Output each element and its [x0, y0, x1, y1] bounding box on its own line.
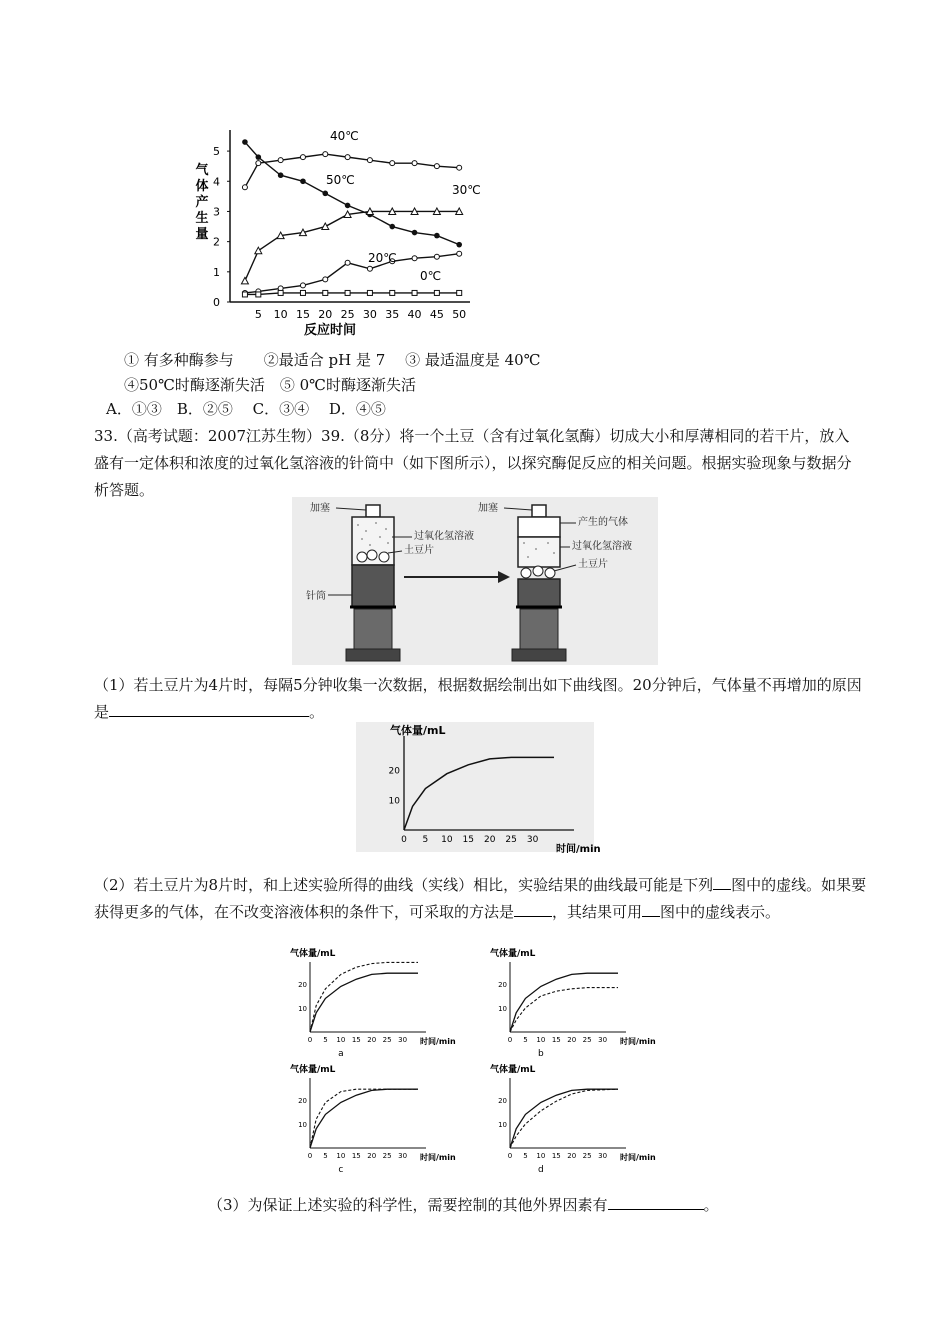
data-point	[300, 155, 305, 160]
x-tick-label: 40	[407, 308, 422, 321]
y-tick-label: 0	[213, 296, 220, 309]
series-label: 40℃	[330, 129, 359, 143]
x-tick-label: 0	[507, 1036, 513, 1044]
data-point	[434, 233, 440, 239]
series-label: 50℃	[326, 173, 355, 187]
svg-text:气体产生量: 气体产生量	[195, 163, 209, 242]
data-point	[345, 290, 350, 295]
data-point	[434, 164, 439, 169]
data-point	[345, 203, 351, 209]
options-line-1: ① 有多种酶参与 ②最适合 pH 是 7 ③ 最适温度是 40℃	[124, 351, 541, 369]
x-tick-label: 30	[598, 1152, 608, 1160]
x-tick-label: 20	[367, 1152, 377, 1160]
question-3-text: （3）为保证上述实验的科学性，需要控制的其他外界因素有 。	[208, 1196, 719, 1214]
answer-blank-2b[interactable]	[514, 902, 552, 917]
x-tick-label: 10	[536, 1036, 546, 1044]
x-axis-label: 时间/min	[420, 1153, 456, 1162]
y-tick-label: 10	[498, 1121, 507, 1129]
y-axis-label: 气体量/mL	[490, 1065, 536, 1075]
data-point	[457, 165, 462, 170]
data-point	[242, 185, 247, 190]
x-tick-label: 25	[582, 1152, 592, 1160]
series-2	[241, 183, 480, 284]
data-point	[412, 230, 418, 236]
x-tick-label: 20	[483, 835, 496, 845]
x-tick-label: 5	[523, 1152, 528, 1160]
answer-blank-1[interactable]	[109, 702, 309, 717]
x-tick-label: 5	[254, 308, 262, 321]
label-left-stopper: 加塞	[310, 503, 330, 514]
data-point	[278, 158, 283, 163]
y-tick-label: 20	[388, 766, 400, 777]
label-right-gas: 产生的气体	[578, 517, 628, 528]
question-2-text: （2）若土豆片为8片时，和上述实验所得的曲线（实线）相比，实验结果的曲线最可能是下列 图中的虚线。如果要获得更多的气体，在不改变溶液体积的条件下，可采取的方法是 ，其结果可用 图中的虚线表示。	[94, 876, 867, 921]
data-point	[345, 155, 350, 160]
y-tick-label: 1	[213, 265, 220, 279]
y-axis-label: 气体量/mL	[490, 949, 536, 959]
y-axis-label: 气体量/mL	[390, 724, 446, 737]
y-tick-label: 2	[213, 235, 220, 249]
x-tick-label: 30	[526, 835, 539, 845]
x-tick-label: 30	[362, 308, 377, 321]
data-point	[242, 139, 248, 145]
x-tick-label: 0	[307, 1036, 313, 1044]
data-point	[278, 290, 283, 295]
y-axis-label: 气体量/mL	[290, 1065, 336, 1075]
x-tick-label: 0	[401, 835, 407, 845]
x-tick-label: 10	[273, 308, 288, 321]
y-tick-label: 20	[498, 1097, 507, 1105]
question-33-text: 33.（高考试题：2007江苏生物）39.（8分）将一个土豆（含有过氧化氢酶）切成大小和厚薄相同的若干片，放入盛有一定体积和浓度的过氧化氢溶液的针筒中（如下图所示），以探究酶促反应的相关问题。根据实验现象与数据分析答题。	[94, 427, 852, 499]
gas-production-chart	[190, 122, 480, 337]
x-tick-label: 25	[505, 835, 517, 845]
chart-panel-a	[288, 944, 456, 1059]
x-tick-label: 10	[336, 1152, 346, 1160]
dashed-curve	[510, 988, 618, 1032]
x-tick-label: 20	[567, 1152, 577, 1160]
series-label: 30℃	[452, 183, 481, 197]
data-point	[434, 254, 439, 259]
data-point	[390, 290, 395, 295]
y-axis-label	[195, 162, 209, 242]
y-tick-label: 20	[498, 981, 507, 989]
answer-blank-2c[interactable]	[642, 902, 660, 917]
syringe-left	[346, 505, 400, 661]
dashed-curve	[510, 1089, 618, 1148]
data-point	[322, 191, 328, 197]
panel-letter: a	[338, 1049, 344, 1059]
x-tick-label: 25	[340, 308, 355, 321]
x-tick-label: 5	[323, 1036, 328, 1044]
x-tick-label: 20	[567, 1036, 577, 1044]
answer-choices: A．①③ B．②⑤ C．③④ D．④⑤	[106, 400, 386, 418]
x-tick-label: 30	[598, 1036, 608, 1044]
x-tick-label: 50	[452, 308, 467, 321]
question-1-text: （1）若土豆片为4片时，每隔5分钟收集一次数据，根据数据绘制出如下曲线图。20分钟后，气体量不再增加的原因是 。	[94, 676, 862, 721]
solid-curve	[310, 973, 418, 1032]
label-left-solution: 过氧化氢溶液	[414, 531, 474, 542]
data-point	[345, 260, 350, 265]
label-right-potato: 土豆片	[578, 559, 608, 570]
data-point	[322, 223, 329, 230]
data-point	[412, 290, 417, 295]
answer-blank-2a[interactable]	[713, 875, 731, 890]
dashed-curve	[310, 1089, 418, 1148]
data-point	[367, 290, 372, 295]
syringe-right	[512, 505, 566, 661]
x-tick-label: 25	[582, 1036, 592, 1044]
data-point	[300, 283, 305, 288]
x-tick-label: 25	[382, 1036, 392, 1044]
x-axis-label: 时间/min	[620, 1153, 656, 1162]
label-right-stopper: 加塞	[478, 503, 498, 514]
series-line	[245, 293, 459, 295]
answer-blank-3[interactable]	[608, 1195, 704, 1210]
data-point	[456, 242, 462, 248]
y-tick-label: 3	[213, 205, 220, 219]
x-tick-label: 15	[351, 1152, 361, 1160]
x-tick-label: 25	[382, 1152, 392, 1160]
x-tick-label: 10	[336, 1036, 346, 1044]
data-point	[241, 277, 248, 284]
label-left-potato: 土豆片	[404, 545, 434, 556]
solid-curve	[310, 1089, 418, 1148]
x-tick-label: 5	[323, 1152, 328, 1160]
x-tick-label: 10	[536, 1152, 546, 1160]
panel-letter: b	[537, 1049, 544, 1059]
x-tick-label: 45	[429, 308, 444, 321]
data-point	[434, 290, 439, 295]
data-point	[390, 161, 395, 166]
x-tick-label: 30	[398, 1036, 408, 1044]
x-tick-label: 20	[318, 308, 333, 321]
y-axis-label: 气体量/mL	[290, 949, 336, 959]
y-tick-label: 5	[213, 145, 220, 159]
chart-panel-b	[488, 944, 668, 1059]
x-tick-label: 35	[385, 308, 400, 321]
x-axis-label: 时间/min	[620, 1037, 656, 1046]
x-tick-label: 15	[462, 835, 475, 845]
series-label: 20℃	[368, 251, 397, 265]
x-tick-label: 5	[523, 1036, 528, 1044]
data-point	[256, 161, 261, 166]
x-tick-label: 0	[507, 1152, 513, 1160]
x-axis-label: 时间/min	[420, 1037, 456, 1046]
y-tick-label: 20	[298, 1097, 307, 1105]
data-point	[412, 161, 417, 166]
solid-curve	[510, 973, 618, 1032]
label-left-syringe: 针筒	[306, 591, 326, 602]
y-tick-label: 4	[213, 175, 220, 189]
x-axis-label: 反应时间	[303, 323, 357, 338]
data-point	[323, 152, 328, 157]
panel-letter: d	[537, 1165, 544, 1175]
x-tick-label: 15	[295, 308, 310, 321]
data-point	[256, 154, 262, 160]
x-tick-label: 15	[551, 1152, 561, 1160]
x-tick-label: 30	[398, 1152, 408, 1160]
data-point	[300, 178, 306, 184]
data-point	[412, 256, 417, 261]
x-tick-label: 15	[551, 1036, 561, 1044]
y-tick-label: 10	[498, 1005, 507, 1013]
options-line-2: ④50℃时酶逐渐失活 ⑤ 0℃时酶逐渐失活	[124, 376, 416, 394]
x-tick-label: 10	[441, 835, 453, 845]
data-point	[323, 290, 328, 295]
gas-volume-chart	[356, 722, 601, 855]
y-tick-label: 10	[298, 1005, 307, 1013]
series-1	[242, 139, 462, 247]
data-point	[242, 292, 247, 297]
chart-panel-d	[488, 1060, 668, 1175]
data-point	[367, 158, 372, 163]
data-point	[367, 266, 372, 271]
x-axis-label: 时间/min	[556, 844, 601, 855]
data-point	[256, 292, 261, 297]
y-tick-label: 20	[298, 981, 307, 989]
data-point	[389, 224, 395, 230]
data-point	[457, 290, 462, 295]
x-tick-label: 5	[422, 835, 429, 845]
panel-letter: c	[338, 1165, 344, 1175]
x-tick-label: 0	[307, 1152, 313, 1160]
series-label: 0℃	[420, 269, 442, 283]
data-point	[323, 277, 328, 282]
data-point	[278, 172, 284, 178]
y-tick-label: 10	[388, 796, 400, 807]
x-tick-label: 15	[351, 1036, 361, 1044]
chart-panel-c	[288, 1060, 468, 1175]
data-point	[255, 247, 262, 253]
series-4	[242, 269, 461, 297]
x-tick-label: 20	[367, 1036, 377, 1044]
y-tick-label: 10	[298, 1121, 307, 1129]
data-point	[457, 251, 462, 256]
label-right-solution: 过氧化氢溶液	[572, 541, 632, 552]
data-point	[300, 290, 305, 295]
syringe-experiment-figure	[292, 497, 658, 665]
